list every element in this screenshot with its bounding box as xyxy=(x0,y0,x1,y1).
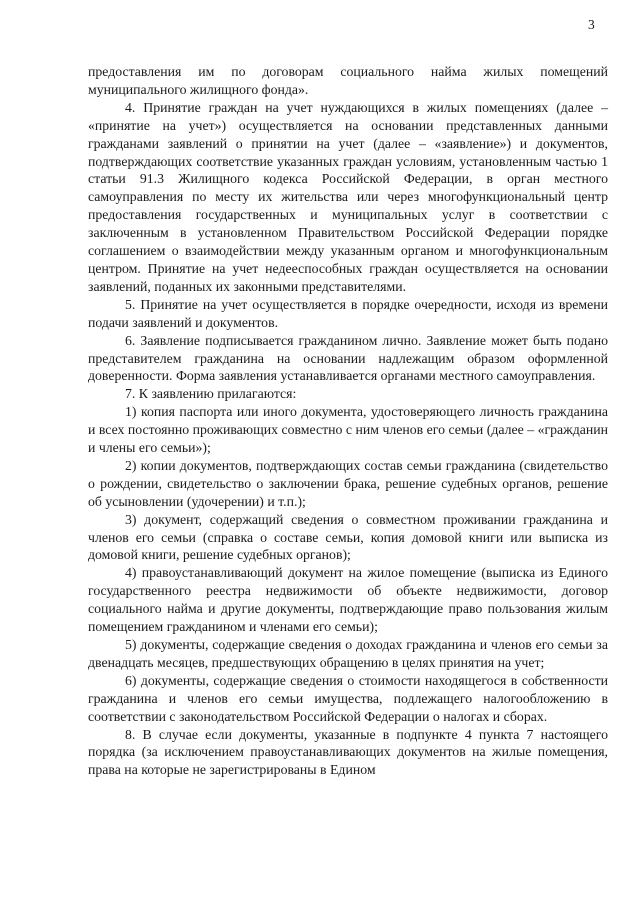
paragraph-continuation: предоставления им по договорам социального найма жилых помещений муниципального жилищного фонда». xyxy=(88,64,608,97)
list-item-7-5: 5) документы, содержащие сведения о доходах гражданина и членов его семьи за двенадцать месяцев, предшествующих обращению в целях принятия на учет; xyxy=(88,637,608,670)
paragraph-item-5: 5. Принятие на учет осуществляется в порядке очередности, исходя из времени подачи заявлений и документов. xyxy=(88,296,608,330)
document-body xyxy=(88,63,608,779)
paragraph-item-6: 6. Заявление подписывается гражданином лично. Заявление может быть подано представителем гражданина на основании надлежащим образом оформленной доверенности. Форма заявления устанавливается органами местного самоуправления. xyxy=(88,332,608,384)
list-item-7-1: 1) копия паспорта или иного документа, удостоверяющего личность гражданина и всех постоянно проживающих совместно с ним членов его семьи (далее – «гражданин и члены его семьи»); xyxy=(88,404,608,456)
list-item-7-3: 3) документ, содержащий сведения о совместном проживании гражданина и членов его семьи (справка о составе семьи, копия домовой книги или выписка из домовой книги, решение судебных органов); xyxy=(88,511,608,563)
paragraph-item-8: 8. В случае если документы, указанные в подпункте 4 пункта 7 настоящего порядка (за исключением правоустанавливающих документов на жилые помещения, права на которые не зарегистрированы в Едином xyxy=(88,726,608,778)
page-number: 3 xyxy=(588,17,595,32)
list-item-7-4: 4) правоустанавливающий документ на жилое помещение (выписка из Единого государственного реестра недвижимости об объекте недвижимости, договор социального найма и другие документы, подтверждающие право пользования жилым помещением гражданином и членами его семьи); xyxy=(88,565,608,635)
paragraph-item-4: 4. Принятие граждан на учет нуждающихся в жилых помещениях (далее – «принятие на учет») осуществляется на основании представленных данными гражданами заявлений о принятии на учет (далее – «заявление») и документов, подтверждающих соответствие указанных граждан условиям, установленным частью 1 статьи 91.3 Жилищного кодекса Российской Федерации, в орган местного самоуправления по месту их жительства или через многофункциональный центр предоставления государственных и муниципальных услуг в соответствии с заключенным в установленном Правительством Российской Федерации порядке соглашением о взаимодействии между указанным органом и многофункциональным центром. Принятие на учет недееспособных граждан осуществляется на основании заявлений, поданных их законными представителями. xyxy=(88,99,608,294)
list-item-7-6: 6) документы, содержащие сведения о стоимости находящегося в собственности гражданина и членов его семьи имущества, подлежащего налогообложению в соответствии с законодательством Российской Федерации о налогах и сборах. xyxy=(88,672,608,724)
list-item-7-2: 2) копии документов, подтверждающих состав семьи гражданина (свидетельство о рождении, свидетельство о заключении брака, решение судебных органов, решение об усыновлении (удочерении) и т.п.); xyxy=(88,457,608,509)
paragraph-item-7: 7. К заявлению прилагаются: xyxy=(125,386,297,402)
